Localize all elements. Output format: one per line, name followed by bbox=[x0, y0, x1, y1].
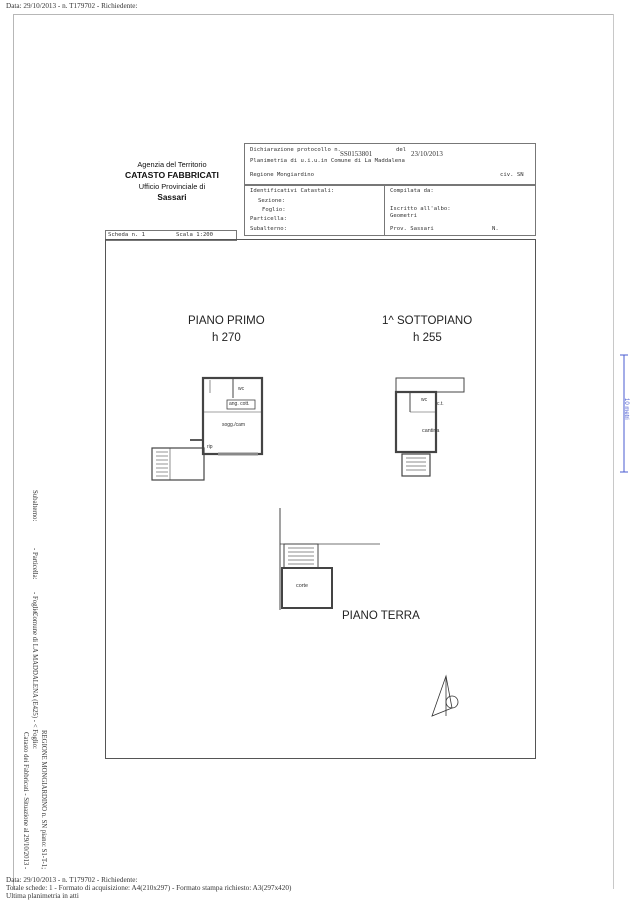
sottopiano-height: h 255 bbox=[413, 332, 442, 344]
side-situazione: Catasto dei Fabbricati - Situazione al 29/10/2013 - bbox=[22, 732, 29, 870]
piano-primo-stairs bbox=[156, 452, 168, 476]
room-corte: corte bbox=[296, 583, 308, 589]
foglio-label: Foglio: bbox=[262, 207, 286, 213]
registration-number: N. bbox=[492, 226, 499, 232]
province: Prov. Sassari bbox=[390, 226, 434, 232]
footer-line3: Ultima planimetria in atti bbox=[6, 892, 79, 900]
address: Regione Mongiardino bbox=[250, 172, 314, 178]
piano-terra-title: PIANO TERRA bbox=[342, 610, 420, 622]
agency-catasto: CATASTO FABBRICATI bbox=[125, 170, 219, 180]
room-ct: c.t. bbox=[437, 401, 444, 407]
compiled-title: Compilata da: bbox=[390, 188, 434, 194]
north-arrow-icon bbox=[432, 676, 458, 716]
sezione-label: Sezione: bbox=[258, 198, 285, 204]
sottopiano-title: 1^ SOTTOPIANO bbox=[382, 315, 473, 327]
agency-name: Agenzia del Territorio bbox=[137, 160, 207, 169]
profession: Geometri bbox=[390, 213, 417, 219]
protocol-label: Dichiarazione protocollo n. bbox=[250, 147, 341, 153]
date-label: del bbox=[396, 147, 407, 153]
date-value: 23/10/2013 bbox=[411, 150, 443, 158]
plan-line: Planimetria di u.i.u.in Comune di La Maddalena bbox=[250, 158, 405, 164]
agency-office: Ufficio Provinciale di bbox=[138, 182, 206, 191]
scale-bar-label: 10 metri bbox=[623, 398, 629, 420]
room-ang-cott: ang. cott. bbox=[229, 401, 250, 407]
civic-number: civ. SN bbox=[500, 172, 524, 178]
piano-primo-plan bbox=[152, 378, 262, 480]
room-rip: rip bbox=[207, 444, 213, 450]
room-wc-sotto: wc bbox=[421, 397, 428, 403]
header-text: Data: 29/10/2013 - n. T179702 - Richiedente: bbox=[6, 2, 138, 10]
side-address: REGIONE MONGIARDINO n. SN piano: S1-T-1; bbox=[40, 730, 47, 870]
side-foglio: - Foglio: bbox=[31, 592, 38, 616]
sottopiano-stairs bbox=[406, 458, 426, 470]
particella-label: Particella: bbox=[250, 216, 288, 222]
piano-terra-plan bbox=[280, 508, 380, 610]
footer-line2: Totale schede: 1 - Formato di acquisizione: A4(210x297) - Formato stampa richiesto: A3(297x420) bbox=[6, 884, 292, 892]
piano-primo-title: PIANO PRIMO bbox=[188, 315, 265, 327]
agency-city: Sassari bbox=[157, 193, 187, 202]
piano-primo-height: h 270 bbox=[212, 332, 241, 344]
piano-terra-stairs bbox=[288, 548, 314, 564]
room-sogg-cam: sogg./cam bbox=[222, 422, 246, 428]
footer-line1: Data: 29/10/2013 - n. T179702 - Richiedente: bbox=[6, 876, 138, 884]
side-particella: - Particella: bbox=[31, 548, 38, 580]
subalterno-label: Subalterno: bbox=[250, 226, 288, 232]
side-comune: Comune di LA MADDALENA (E425) - < Foglio: bbox=[31, 612, 38, 749]
scala-label: Scala 1:200 bbox=[176, 232, 214, 238]
protocol-number: SS0153801 bbox=[340, 150, 373, 158]
side-subalterno: Subalterno: bbox=[31, 490, 38, 522]
room-wc-primo: wc bbox=[238, 386, 245, 392]
room-cantina: cantina bbox=[422, 428, 440, 434]
sottopiano-plan bbox=[396, 378, 464, 476]
scheda-label: Scheda n. 1 bbox=[108, 232, 146, 238]
identifiers-title: Identificativi Catastali: bbox=[250, 188, 335, 194]
registered-label: Iscritto all'albo: bbox=[390, 206, 451, 212]
